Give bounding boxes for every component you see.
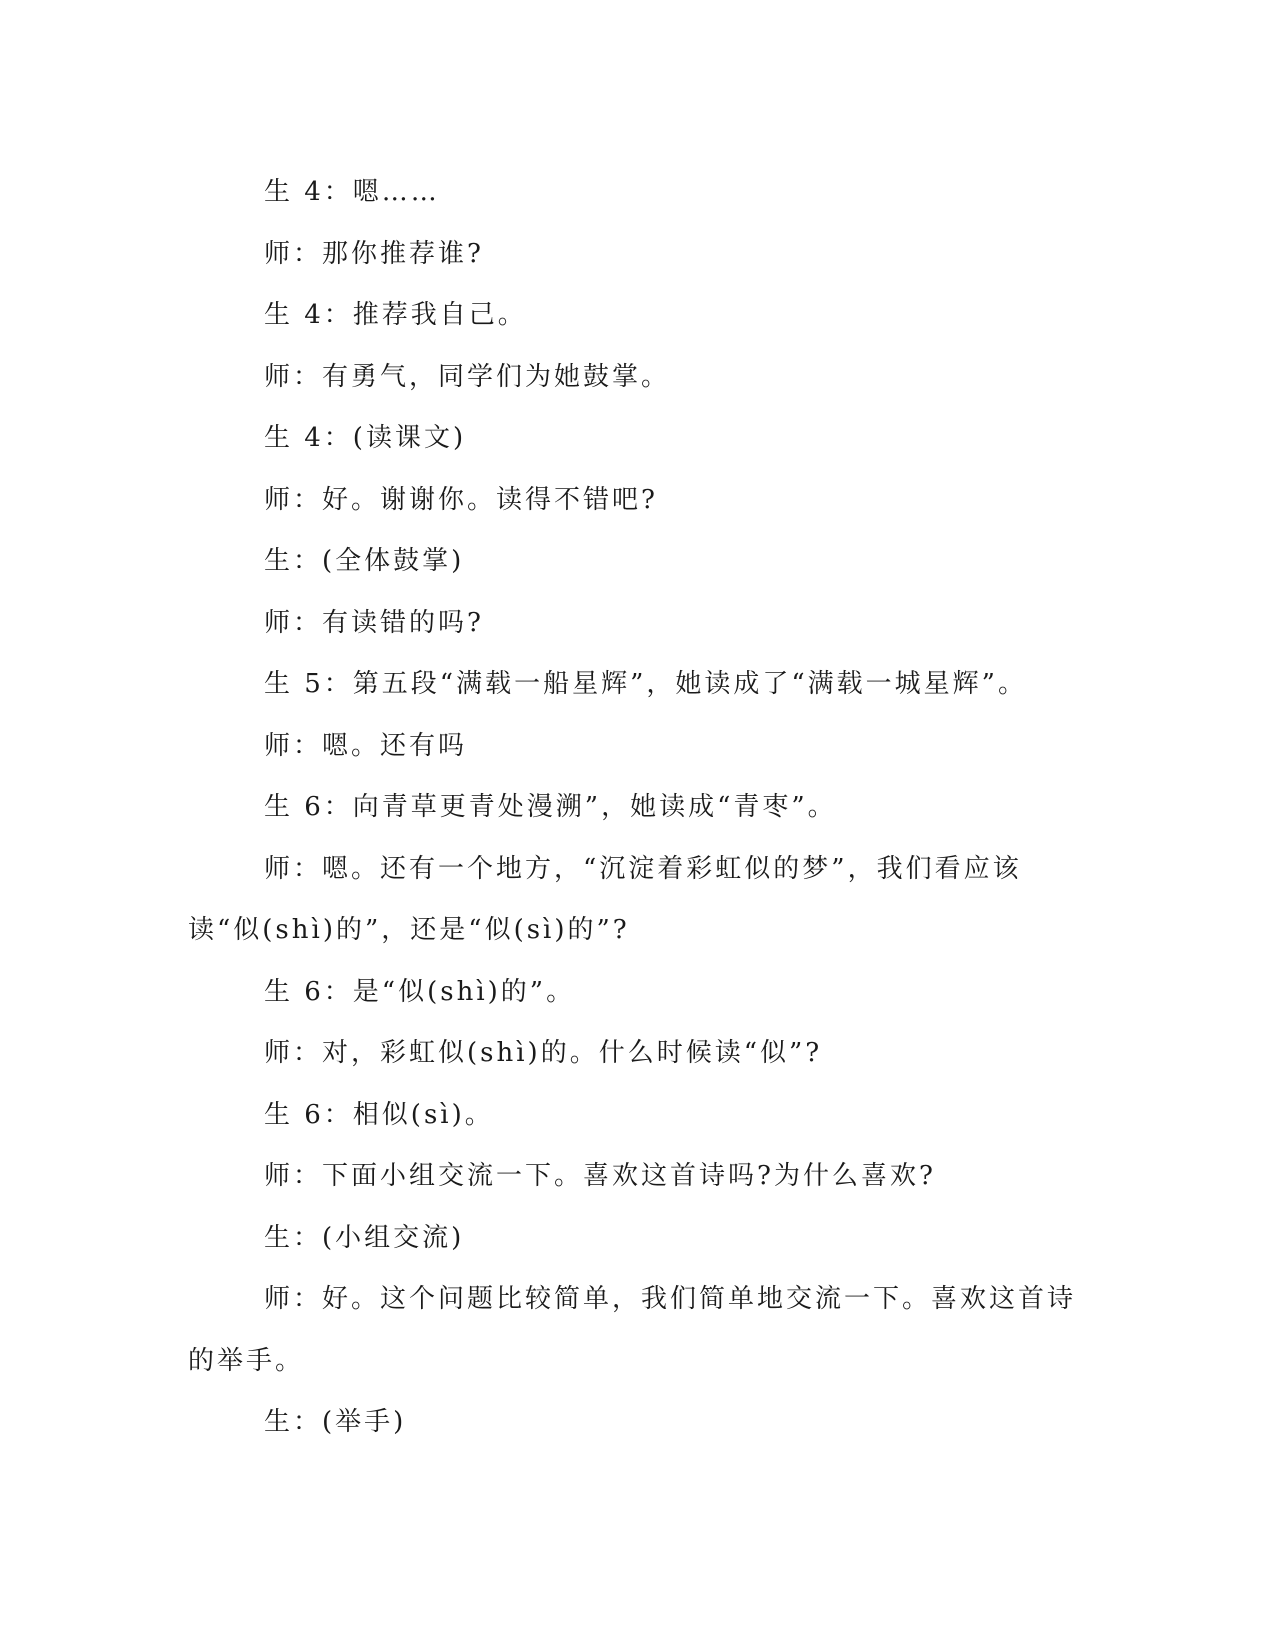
paragraph: 生 6：是“似(shì)的”。 [264, 976, 576, 1007]
paragraph: 生 4：推荐我自己。 [264, 300, 527, 330]
document-body [188, 162, 1088, 1454]
paragraph: 师：有勇气，同学们为她鼓掌。 [264, 361, 671, 392]
paragraph: 生 6：向青草更青处漫溯”，她读成“青枣”。 [264, 792, 837, 822]
paragraph: 师：好。这个问题比较简单，我们简单地交流一下。喜欢这首诗的举手。 [188, 1284, 1077, 1376]
paragraph: 师：嗯。还有一个地方，“沉淀着彩虹似的梦”，我们看应该读“似(shì)的”，还是“似(sì)的”? [188, 853, 1022, 945]
paragraph: 师：对，彩虹似(shì)的。什么时候读“似”? [264, 1038, 823, 1068]
paragraph: 师：嗯。还有吗 [264, 730, 468, 761]
paragraph: 生：(举手) [264, 1407, 407, 1437]
paragraph: 生：(全体鼓掌) [264, 546, 465, 576]
paragraph: 生：(小组交流) [264, 1222, 465, 1253]
paragraph: 生 4：嗯…… [264, 177, 440, 207]
paragraph: 生 4：(读课文) [264, 423, 467, 453]
paragraph: 生 6：相似(sì)。 [264, 1099, 494, 1130]
paragraph: 生 5：第五段“满载一船星辉”，她读成了“满载一城星辉”。 [264, 669, 1027, 699]
paragraph: 师：有读错的吗? [264, 607, 484, 638]
paragraph: 师：那你推荐谁? [264, 238, 484, 269]
paragraph: 师：好。谢谢你。读得不错吧? [264, 484, 658, 515]
paragraph: 师：下面小组交流一下。喜欢这首诗吗?为什么喜欢? [264, 1161, 936, 1191]
